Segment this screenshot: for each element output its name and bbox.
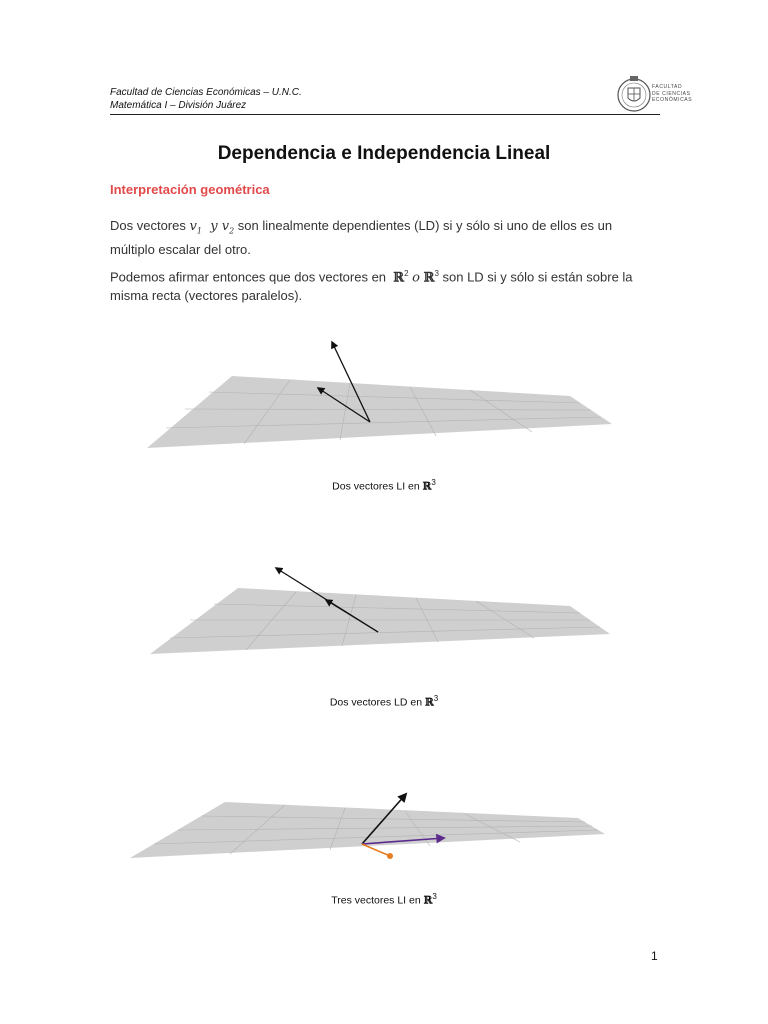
vector-v3: [362, 844, 390, 856]
header-course: Matemática I – División Juárez: [110, 100, 247, 111]
plane: [150, 588, 610, 654]
paragraph-ld-definition: Dos vectores $v_1$ y $v_2$ son linealmente dependientes (LD) si y sólo si uno de ellos es un múltiplo escalar del otro.: [110, 218, 613, 257]
figure-two-vectors-li: [0, 330, 768, 480]
faculty-seal-icon: [614, 74, 654, 114]
faculty-logo-text: FACULTAD DE CIENCIAS ECONÓMICAS: [652, 84, 693, 103]
figure-two-vectors-ld: [0, 560, 768, 690]
page-header: [110, 86, 660, 112]
figure-three-vectors-li: [0, 780, 768, 890]
paragraph-ld-geometric: Podemos afirmar entonces que dos vectores en ℝ$^2$ o ℝ$^3$ son LD si y sólo si están sobre la misma recta (vectores paralelos).: [110, 269, 633, 304]
vector-v3-endpoint: [387, 853, 393, 859]
figure-caption-3: Tres vectores LI en ℝ$^3$: [331, 892, 437, 907]
page-number: 1: [651, 949, 658, 963]
header-rule: [110, 114, 660, 115]
figure-caption-1: Dos vectores LI en ℝ$^3$: [332, 478, 436, 493]
header-faculty: Facultad de Ciencias Económicas – U.N.C.: [110, 87, 302, 98]
section-subtitle: Interpretación geométrica: [110, 182, 270, 197]
page-title: Dependencia e Independencia Lineal: [217, 143, 551, 164]
plane: [147, 376, 612, 448]
figure-caption-2: Dos vectores LD en ℝ$^3$: [329, 694, 439, 709]
